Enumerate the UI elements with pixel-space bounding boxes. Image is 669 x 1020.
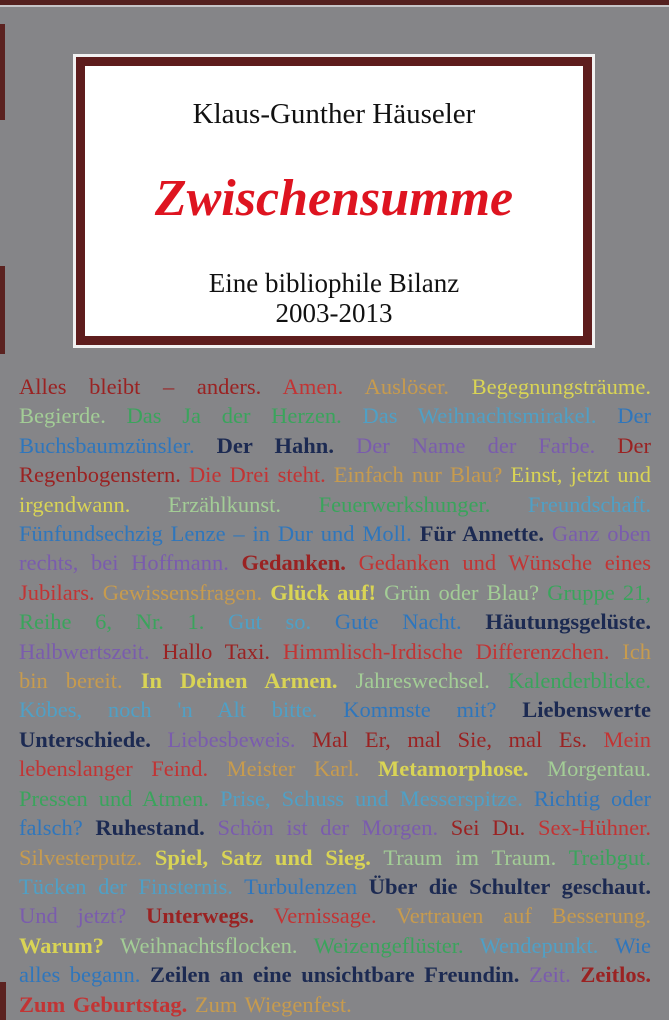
book-title-entry: Zeit. [528,962,571,988]
book-title-entry: Gewissensfragen. [102,579,263,605]
book-title-entry: Köbes, noch 'n Alt bitte. [19,697,318,723]
book-title-entry: Mein lebenslanger Feind. [19,726,652,782]
book-title-entry: Weihnachtsflocken. [120,932,298,958]
book-title-entry: Turbulenzen [244,873,358,899]
book-title-entry: Wie alles begann. [19,932,652,988]
book-title-entry: Begierde. [19,403,106,429]
cover-edge-left-upper [0,24,5,120]
title-box [76,57,592,345]
book-title-entry: Häutungsgelüste. [485,609,651,635]
book-title-entry: Richtig oder falsch? [19,785,652,841]
book-title-entry: Kommste mit? [343,697,497,723]
book-title-entry: Liebesbeweis. [167,726,296,752]
book-title-entry: Über die Schulter geschaut. [368,873,651,899]
book-title-entry: Fünfundsechzig Lenze – in Dur und Moll. [19,521,412,547]
book-title-entry: Warum? [19,932,105,958]
cover-edge-bottom-left [0,982,6,1020]
book-title-entry: Gute Nacht. [334,609,462,635]
book-title-entry: Himmlisch-Irdische Differenzchen. [282,638,610,664]
book-title-entry: Sei Du. [450,815,526,841]
subtitle-line1: Eine bibliophile Bilanz [208,268,460,298]
book-title-entry: Der Regenbogenstern. [19,432,652,488]
book-title-entry: In Deinen Armen. [140,668,338,694]
book-title-entry: Alles bleibt – anders. [19,374,262,399]
book-main-title: Zwischensumme [154,170,514,227]
book-title-entry: Begegnungsträume. [471,374,651,399]
book-title-entry: Meister Karl. [226,756,360,782]
book-title-entry: Die Drei steht. [188,462,326,488]
book-title-entry: Tücken der Finsternis. [19,873,233,899]
book-title-entry: Silvesterputz. [19,844,143,870]
book-title-entry: Der Name der Farbe. [356,432,596,458]
book-title-entry: Kalenderblicke. [507,668,651,694]
book-title-entry: Auslöser. [364,374,450,399]
book-title-entry: Prise, Schuss und Messerspitze. [220,785,523,811]
book-title-entry: Pressen und Atmen. [19,785,210,811]
book-title-entry: Der Buchsbaumzünsler. [19,403,651,458]
book-title-entry: Einst, jetzt und irgendwann. [19,462,652,517]
book-title-entry: Spiel, Satz und Sieg. [154,844,371,870]
titles-list [19,372,651,1019]
book-title-entry: Gut so. [228,609,312,635]
book-title-entry: Vertrauen auf Besserung. [395,903,652,929]
book-title-entry: Und jetzt? [19,903,127,929]
book-title-entry: Zum Geburtstag. [19,991,188,1017]
book-title-entry: Einfach nur Blau? [333,462,503,488]
book-title-entry: Schön ist der Morgen. [217,815,439,841]
book-title-entry: Gedanken. [241,550,346,576]
book-title-entry: Freundschaft. [527,491,651,517]
cover-edge-left-lower [0,266,5,354]
subtitle-line2: 2003-2013 [275,298,393,328]
book-title-entry: Metamorphose. [377,756,529,782]
book-title-entry: Jahreswechsel. [355,668,490,694]
cover-edge-top-highlight [0,5,669,7]
book-title-entry: Ganz oben rechts, bei Hoffmann. [19,521,651,576]
book-title-entry: Morgentau. [547,756,652,782]
book-title-entry: Zeilen an eine unsichtbare Freundin. [149,962,520,988]
book-title-entry: Für Annette. [419,521,545,547]
book-title-entry: Hallo Taxi. [162,638,271,664]
book-title-entry: Der Hahn. [216,432,334,458]
book-title-entry: Sex-Hühner. [537,815,652,841]
book-title-entry: Wendepunkt. [479,932,599,958]
book-title-entry: Ich bin bereit. [19,638,652,694]
book-title-entry: Gedanken und Wünsche eines Jubilars. [19,550,652,605]
book-title-entry: Weizengeflüster. [313,932,464,958]
book-title-entry: Zeitlos. [580,962,652,988]
book-title-entry: Treibgut. [568,844,651,870]
book-title-entry: Unterwegs. [146,903,255,929]
book-title-entry: Liebenswerte Unterschiede. [19,697,652,752]
book-title-entry: Glück auf! [270,579,376,605]
book-title-entry: Mal Er, mal Sie, mal Es. [312,726,587,752]
book-title-entry: Amen. [282,374,344,399]
book-title-entry: Grün oder Blau? [384,579,540,605]
book-title-entry: Feuerwerkshunger. [318,491,491,517]
book-title-entry: Ruhestand. [95,815,205,841]
subtitle [85,268,583,328]
book-title-entry: Halbwertszeit. [19,638,150,664]
book-title-entry: Das Ja der Herzen. [126,403,342,429]
book-title-entry: Traum im Traum. [383,844,557,870]
book-title-entry: Gruppe 21, Reihe 6, Nr. 1. [19,579,652,635]
author-name: Klaus-Gunther Häuseler [192,98,476,130]
book-title-entry: Vernissage. [273,903,377,929]
book-title-entry: Das Weihnachtsmirakel. [362,403,597,429]
book-title-entry: Erzählkunst. [167,491,282,517]
book-title-entry: Zum Wiegenfest. [194,991,352,1017]
